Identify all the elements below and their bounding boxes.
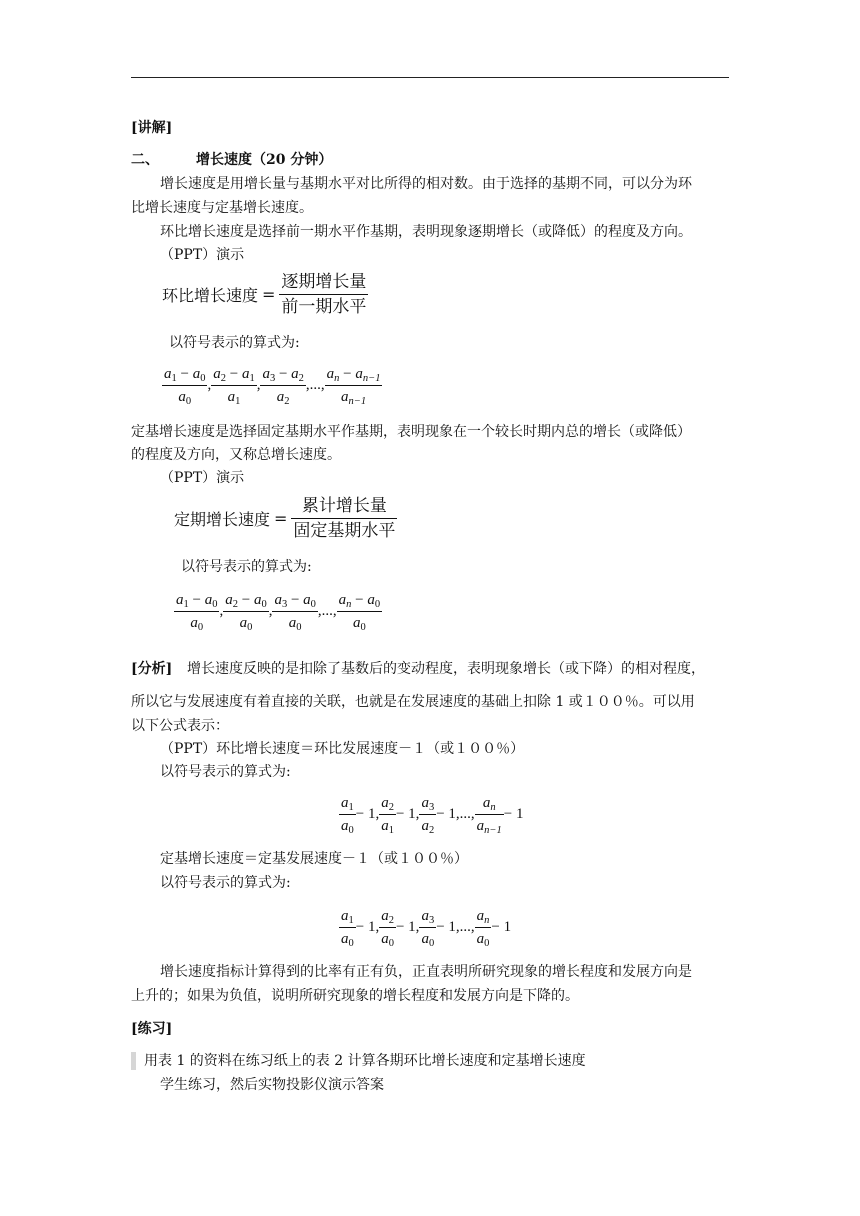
formula-label: 定期增长速度 (174, 510, 271, 529)
highlight-bar (131, 1052, 136, 1070)
fraction: $\frac{a_1}{a_0}$ (341, 908, 354, 950)
ppt-note: （PPT）环比增长速度＝环比发展速度－１（或１００％） (160, 741, 525, 757)
formula-label: 环比增长速度 (162, 286, 259, 305)
ppt-note: （PPT）演示 (160, 247, 245, 263)
fraction: $\frac{a_3}{a_2}$ (421, 795, 435, 837)
fraction: $\frac{a_2}{a_0}$ (381, 908, 394, 950)
symbol-intro: 以符号表示的算式为: (160, 764, 291, 780)
paragraph: 比增长速度与定基增长速度。 (131, 200, 313, 216)
denominator: 固定基期水平 (291, 518, 397, 543)
symbol-intro: 以符号表示的算式为: (181, 559, 312, 575)
equals-sign: = (274, 509, 288, 528)
paragraph: 所以它与发展速度有着直接的关联，也就是在发展速度的基础上扣除 1 或１００％。可以用 (131, 694, 695, 710)
analysis-tag: [分析] (131, 661, 173, 677)
symbol-intro: 以符号表示的算式为: (169, 335, 300, 351)
fraction: $\frac{a_n - a_0}{a_0}$ (338, 592, 381, 634)
paragraph: 的程度及方向，又称总增长速度。 (131, 447, 341, 463)
fraction: $\frac{a_3 - a_2}{a_2}$ (262, 366, 304, 408)
fraction: $\frac{a_2 - a_0}{a_0}$ (225, 592, 267, 634)
paragraph: 增长速度指标计算得到的比率有正有负，正直表明所研究现象的增长程度和发展方向是 (160, 964, 692, 980)
section-number: 二、 (131, 152, 159, 168)
formula-fixed-base-growth (174, 494, 397, 543)
fraction: $\frac{a_n - a_{n-1}}{a_{n-1}}$ (326, 366, 381, 408)
numerator: 逐期增长量 (281, 272, 367, 292)
exercise-instruction: 用表 1 的资料在练习纸上的表 2 计算各期环比增长速度和定基增长速度 (144, 1053, 586, 1069)
section-title: 增长速度（20 分钟） (196, 152, 333, 168)
paragraph: 增长速度是用增长量与基期水平对比所得的相对数。由于选择的基期不同，可以分为环 (160, 176, 692, 192)
fraction: $\frac{a_3 - a_0}{a_0}$ (274, 592, 316, 634)
symbol-intro: 以符号表示的算式为: (160, 875, 291, 891)
exercise-note: 学生练习，然后实物投影仪演示答案 (160, 1077, 384, 1093)
numerator: 累计增长量 (301, 496, 387, 516)
fraction: $\frac{a_1 - a_0}{a_0}$ (176, 592, 218, 634)
section-tag: [讲解] (131, 120, 173, 136)
paragraph: 定基增长速度＝定基发展速度－１（或１００％） (160, 851, 468, 867)
symbol-formula-chain-development: $\frac{a_1}{a_0}$ − 1, $\frac{a_2}{a_1}$ − 1, $\frac{a_3}{a_2}$ − 1,..., $\frac{a_n}{a_{n-1}}$ − 1 (339, 792, 523, 837)
ppt-note: （PPT）演示 (160, 470, 245, 486)
symbol-formula-fixed-base-growth: $\frac{a_1 - a_0}{a_0}$ , $\frac{a_2 - a_0}{a_0}$ , $\frac{a_3 - a_0}{a_0}$ ,..., $\frac{a_n - a_0}{a_0}$ (174, 589, 382, 634)
fraction: $\frac{a_3}{a_0}$ (421, 908, 435, 950)
symbol-formula-fixed-base-development: $\frac{a_1}{a_0}$ − 1, $\frac{a_2}{a_0}$ − 1, $\frac{a_3}{a_0}$ − 1,..., $\frac{a_n}{a_0}$ − 1 (339, 905, 511, 950)
header-rule (131, 77, 729, 78)
fraction (291, 494, 397, 543)
symbol-formula-chain-growth: $\frac{a_1 - a_0}{a_0}$ , $\frac{a_2 - a_1}{a_1}$ , $\frac{a_3 - a_2}{a_2}$ ,..., $\frac{a_n - a_{n-1}}{a_{n-1}}$ (162, 363, 382, 408)
paragraph: 上升的；如果为负值，说明所研究现象的增长程度和发展方向是下降的。 (131, 988, 579, 1004)
fraction: $\frac{a_1 - a_0}{a_0}$ (164, 366, 206, 408)
fraction: $\frac{a_2}{a_1}$ (381, 795, 394, 837)
denominator: 前一期水平 (279, 294, 368, 319)
fraction: $\frac{a_n}{a_{n-1}}$ (476, 795, 502, 837)
fraction: $\frac{a_2 - a_1}{a_1}$ (213, 366, 255, 408)
exercise-tag: [练习] (131, 1021, 173, 1037)
paragraph: 以下公式表示： (131, 718, 229, 734)
paragraph: 环比增长速度是选择前一期水平作基期，表明现象逐期增长（或降低）的程度及方向。 (160, 224, 692, 240)
fraction (279, 270, 368, 319)
formula-chain-growth (162, 270, 368, 319)
fraction: $\frac{a_1}{a_0}$ (341, 795, 354, 837)
paragraph: 定基增长速度是选择固定基期水平作基期，表明现象在一个较长时期内总的增长（或降低） (131, 424, 691, 440)
fraction: $\frac{a_n}{a_0}$ (476, 908, 490, 950)
paragraph: 增长速度反映的是扣除了基数后的变动程度，表明现象增长（或下降）的相对程度， (187, 661, 705, 677)
equals-sign: = (262, 285, 276, 304)
